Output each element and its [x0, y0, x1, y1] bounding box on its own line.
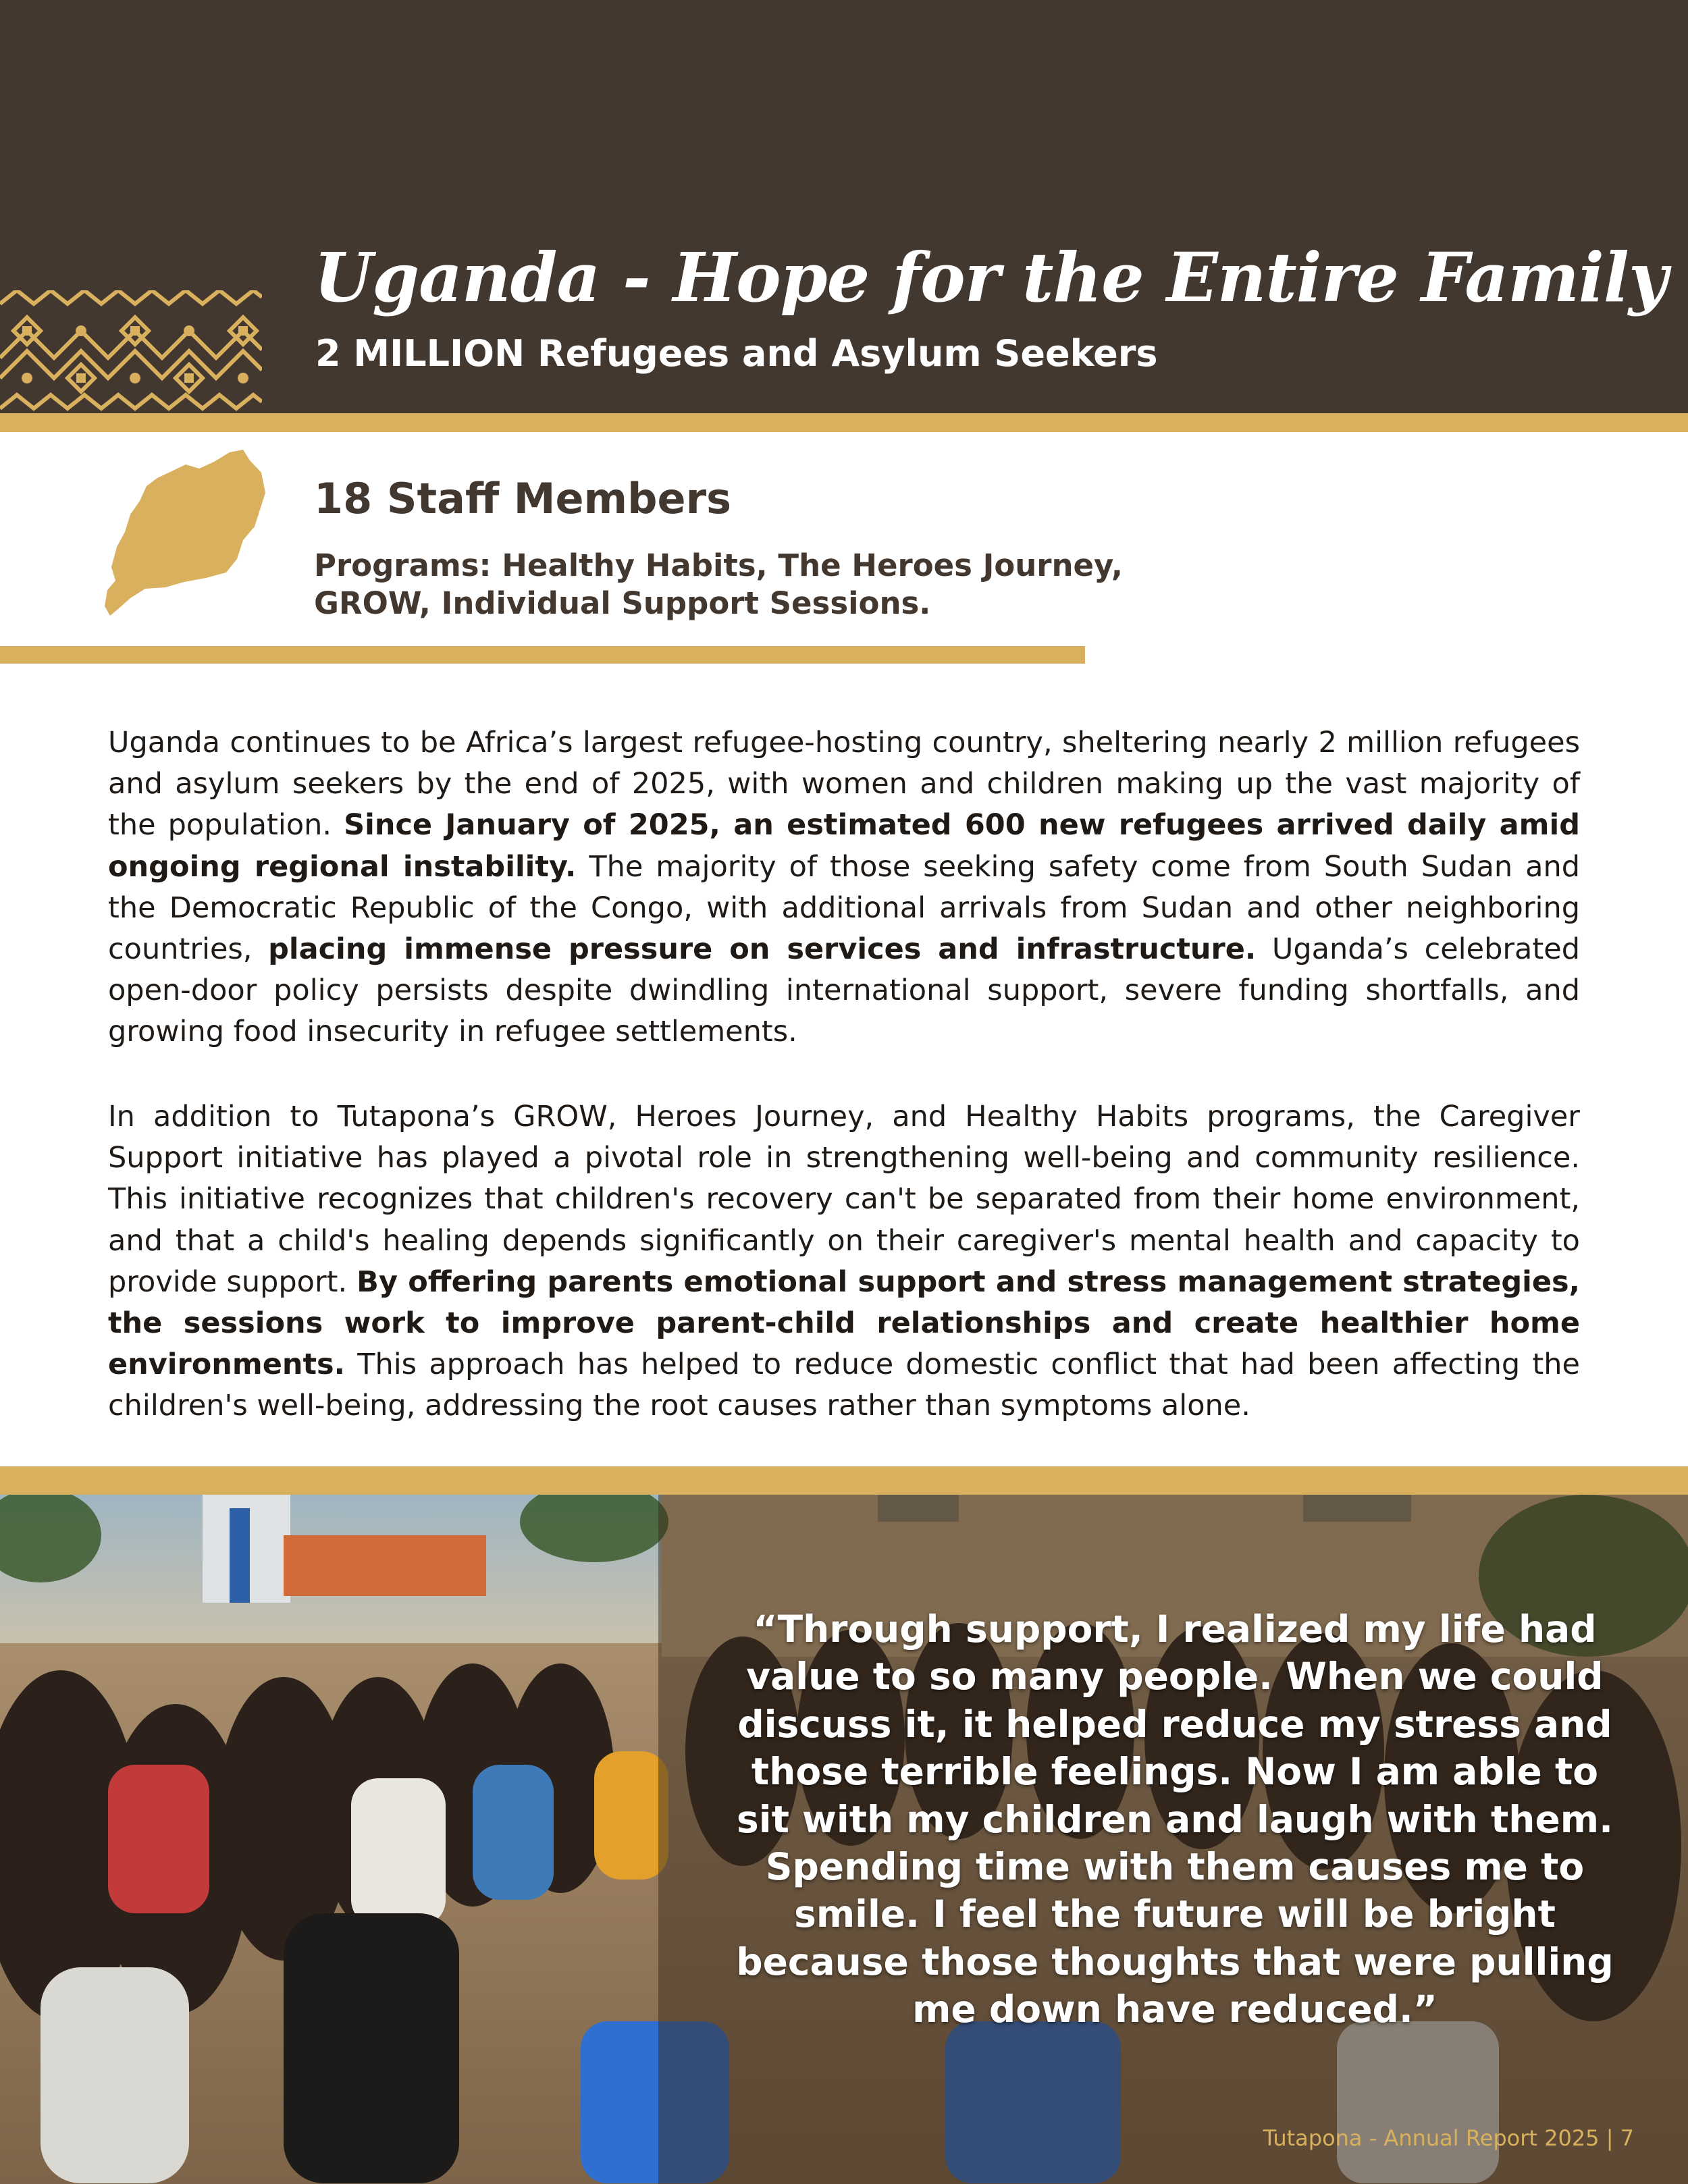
programs-line-2: GROW, Individual Support Sessions. — [314, 585, 931, 621]
photo-divider — [0, 1466, 1688, 1495]
header-divider — [0, 413, 1688, 432]
staff-count: 18 Staff Members — [314, 474, 732, 523]
body-paragraph-2 — [108, 1096, 1580, 1427]
p2-text-a: In addition to Tutapona’s GROW, Heroes Journey, and Healthy Habits programs, the Caregiver Support initiative has played a pivotal role in strengthening well-being and community resilience. This initiative recognizes that children's recovery can't be separated from their home environment, and that a child's healing depends significantly on their caregiver's mental health and capacity to provide support. — [108, 1100, 1580, 1299]
p1-text-a: Uganda continues to be Africa’s largest refugee-hosting country, sheltering nearly 2 million refugees and asylum seekers by the end of 2025, with women and children making up the vast majority of the population. — [108, 726, 1580, 843]
p1-text-c: Uganda’s celebrated open-door policy persists despite dwindling international support, severe funding shortfalls, and growing food insecurity in refugee settlements. — [108, 932, 1580, 1049]
header-band — [0, 0, 1688, 413]
page-subtitle: 2 MILLION Refugees and Asylum Seekers — [315, 332, 1158, 375]
p2-text-b: This approach has helped to reduce domestic conflict that had been affecting the children's well-being, addressing the root causes rather than symptoms alone. — [108, 1348, 1580, 1423]
page-footer: Tutapona - Annual Report 2025 | 7 — [1263, 2125, 1634, 2151]
tribal-pattern-decoration — [0, 290, 262, 412]
p1-bold-a: Since January of 2025, an estimated 600 new refugees arrived daily amid ongoing regional instability. — [108, 808, 1580, 884]
p1-bold-b: placing immense pressure on services and infrastructure. — [268, 932, 1257, 967]
testimonial-quote: “Through support, I realized my life had value to so many people. When we could discuss it, it helped reduce my stress and those terrible feelings. Now I am able to sit with my children and laugh with them. Spending time with them causes me to smile. I feel the future will be bright because those thoughts that were pulling me down have reduced.” — [736, 1607, 1614, 2031]
body-paragraph-1 — [108, 722, 1580, 1053]
staff-divider — [0, 646, 1085, 664]
programs-line-1: Programs: Healthy Habits, The Heroes Journey, — [314, 548, 1123, 583]
programs-list — [314, 547, 1124, 622]
p1-text-b: The majority of those seeking safety come from South Sudan and the Democratic Republic of the Congo, with additional arrivals from Sudan and other neighboring countries, — [108, 849, 1580, 967]
p2-bold: By offering parents emotional support and stress management strategies, the sessions work to improve parent-child relationships and create healthier home environments. — [108, 1264, 1580, 1382]
page-title: Uganda - Hope for the Entire Family — [314, 238, 1668, 317]
uganda-map-icon — [105, 446, 273, 624]
